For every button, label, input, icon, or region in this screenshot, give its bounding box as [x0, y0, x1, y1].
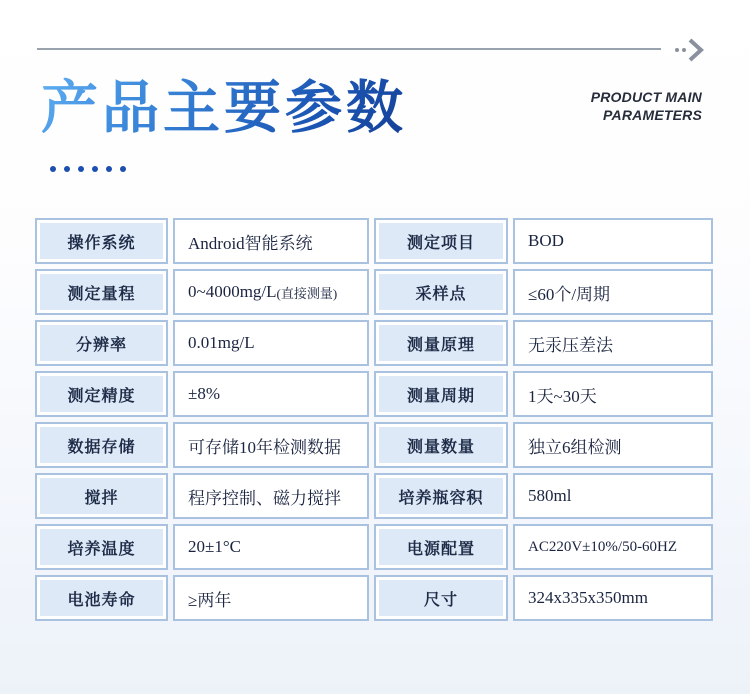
param-label: 分辨率	[35, 320, 168, 366]
param-label: 测量数量	[374, 422, 508, 468]
param-value	[513, 218, 713, 264]
param-value	[513, 575, 713, 621]
param-label: 尺寸	[374, 575, 508, 621]
param-value	[513, 371, 713, 417]
param-value	[513, 524, 713, 570]
param-value-text: 580ml	[528, 486, 572, 505]
param-label: 电池寿命	[35, 575, 168, 621]
param-value	[513, 422, 713, 468]
title-dots-decoration	[50, 166, 126, 172]
param-label: 数据存储	[35, 422, 168, 468]
dot-icon	[50, 166, 56, 172]
page-title: 产品主要参数	[41, 74, 407, 144]
param-label: 培养瓶容积	[374, 473, 508, 519]
param-label: 测量周期	[374, 371, 508, 417]
param-value	[173, 422, 369, 468]
param-value-text: ≤60个/周期	[528, 284, 611, 304]
param-label: 测定量程	[35, 269, 168, 315]
param-value	[513, 269, 713, 315]
param-value-text: 独立6组检测	[528, 437, 622, 457]
header-divider	[37, 48, 661, 50]
param-value	[173, 320, 369, 366]
subtitle-line-1: PRODUCT MAIN	[590, 89, 702, 105]
parameter-table	[35, 218, 713, 621]
param-value-text: 程序控制、磁力搅拌	[188, 488, 341, 508]
param-value	[173, 575, 369, 621]
param-value-text: 无汞压差法	[528, 335, 613, 355]
param-value-text: 1天~30天	[528, 386, 597, 406]
param-label: 电源配置	[374, 524, 508, 570]
dot-icon	[64, 166, 70, 172]
param-value-text: 可存储10年检测数据	[188, 437, 341, 457]
param-value-text: AC220V±10%/50-60HZ	[528, 538, 678, 555]
param-value-text: 0~4000mg/L	[188, 282, 277, 301]
dot-icon	[120, 166, 126, 172]
param-label: 培养温度	[35, 524, 168, 570]
page-subtitle-en	[591, 88, 702, 124]
param-label: 测定精度	[35, 371, 168, 417]
param-label: 操作系统	[35, 218, 168, 264]
dot-icon	[78, 166, 84, 172]
param-value	[173, 473, 369, 519]
param-value-text: Android智能系统	[188, 233, 313, 253]
param-value-note: (直接测量)	[276, 285, 338, 301]
param-value	[513, 320, 713, 366]
param-value-text: 0.01mg/L	[188, 333, 255, 352]
chevron-right-icon	[674, 36, 706, 64]
param-value	[173, 371, 369, 417]
param-value-text: ±8%	[188, 384, 220, 403]
param-label: 测定项目	[374, 218, 508, 264]
param-value	[173, 218, 369, 264]
param-label: 测量原理	[374, 320, 508, 366]
param-value	[173, 269, 369, 315]
dot-icon	[92, 166, 98, 172]
param-value-text: 20±1°C	[188, 537, 241, 556]
param-value-text: 324x335x350mm	[528, 588, 648, 607]
param-value	[173, 524, 369, 570]
param-label: 搅拌	[35, 473, 168, 519]
param-value	[513, 473, 713, 519]
dot-icon	[106, 166, 112, 172]
param-label: 采样点	[374, 269, 508, 315]
param-value-text: BOD	[528, 231, 564, 250]
subtitle-line-2: PARAMETERS	[603, 107, 702, 123]
param-value-text: ≥两年	[188, 590, 232, 610]
